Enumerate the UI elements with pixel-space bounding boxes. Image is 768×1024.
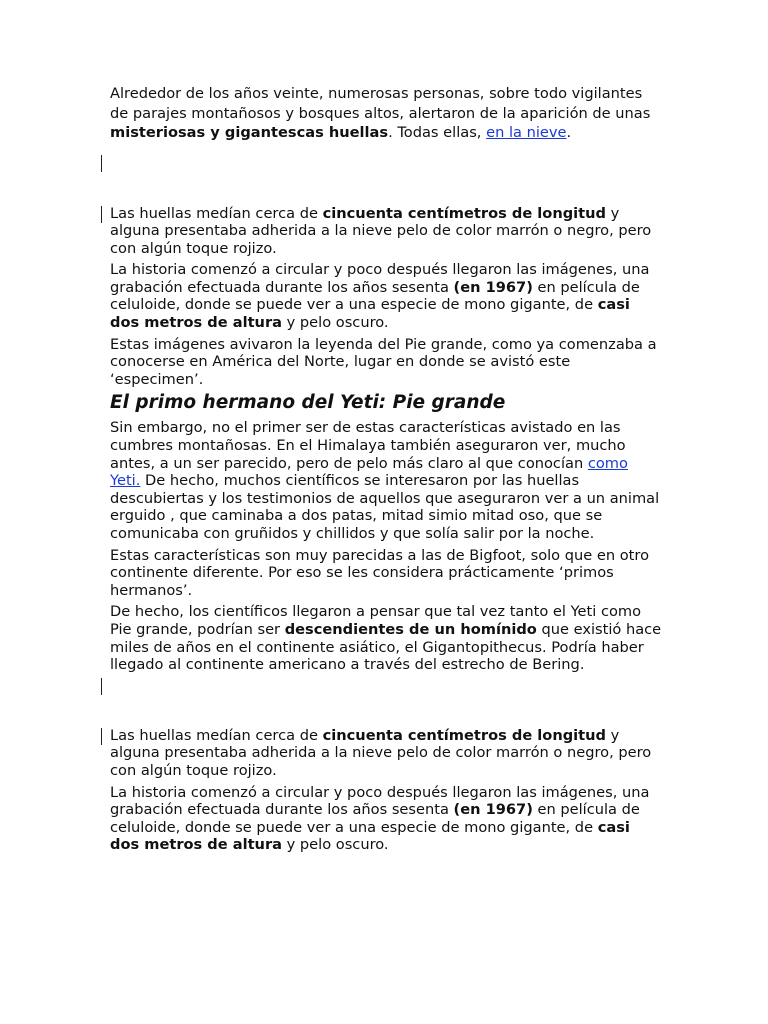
- link-en-la-nieve[interactable]: en la nieve: [486, 124, 567, 141]
- intro-paragraph: Alrededor de los años veinte, numerosas personas, sobre todo vigilantes de parajes montañosos y bosques altos, alertaron de la aparición de unas misteriosas y gigantescas huellas. Todas ellas, en la nieve.: [110, 85, 651, 141]
- paragraph: Sin embargo, no el primer ser de estas características avistado en las cumbres montañosas. En el Himalaya también aseguraron ver, mucho antes, a un ser parecido, pero de pelo más claro al que conocían como Yeti. De hecho, muchos científicos se interesaron por las huellas descubiertas y los testimonios de aquellos que aseguraron ver a un animal erguido , que caminaba a dos patas, mitad simio mitad oso, que se comunicaba con gruñidos y chillidos y que solía salir por la noche.: [110, 419, 660, 542]
- section-heading: El primo hermano del Yeti: Pie grande: [110, 392, 506, 414]
- text-cursor: [101, 728, 102, 745]
- document-body: [110, 84, 662, 854]
- block-huellas-1: [110, 205, 662, 389]
- paragraph: Las huellas medían cerca de cincuenta centímetros de longitud y alguna presentaba adherida a la nieve pelo de color marrón o negro, pero con algún toque rojizo.: [110, 726, 652, 779]
- paragraph: De hecho, los científicos llegaron a pensar que tal vez tanto el Yeti como Pie grande, podrían ser descendientes de un homínido que existió hace miles de años en el continente asiático, el Gigantopithecus. Podría haber llegado al continente americano a través del estrecho de Bering.: [110, 603, 662, 674]
- text-cursor: [101, 155, 102, 172]
- paragraph: La historia comenzó a circular y poco después llegaron las imágenes, una grabación efectuada durante los años sesenta (en 1967) en película de celuloide, donde se puede ver a una especie de mono gigante, de casi dos metros de altura y pelo oscuro.: [110, 261, 650, 332]
- paragraph: La historia comenzó a circular y poco después llegaron las imágenes, una grabación efectuada durante los años sesenta (en 1967) en película de celuloide, donde se puede ver a una especie de mono gigante, de casi dos metros de altura y pelo oscuro.: [110, 783, 650, 854]
- text-cursor: [101, 206, 102, 223]
- paragraph: Estas imágenes avivaron la leyenda del Pie grande, como ya comenzaba a conocerse en América del Norte, lugar en donde se avistó este ‘especimen’.: [110, 335, 657, 388]
- bold-text: misteriosas y gigantescas huellas: [110, 124, 389, 141]
- text-cursor: [101, 678, 102, 695]
- paragraph: Estas características son muy parecidas a las de Bigfoot, solo que en otro continente diferente. Por eso se les considera prácticamente ‘primos hermanos’.: [110, 546, 649, 599]
- block-huellas-2: [110, 727, 662, 854]
- section-body: [110, 419, 662, 673]
- paragraph: Las huellas medían cerca de cincuenta centímetros de longitud y alguna presentaba adherida a la nieve pelo de color marrón o negro, pero con algún toque rojizo.: [110, 204, 652, 257]
- link-como-yeti[interactable]: como Yeti.: [110, 454, 628, 490]
